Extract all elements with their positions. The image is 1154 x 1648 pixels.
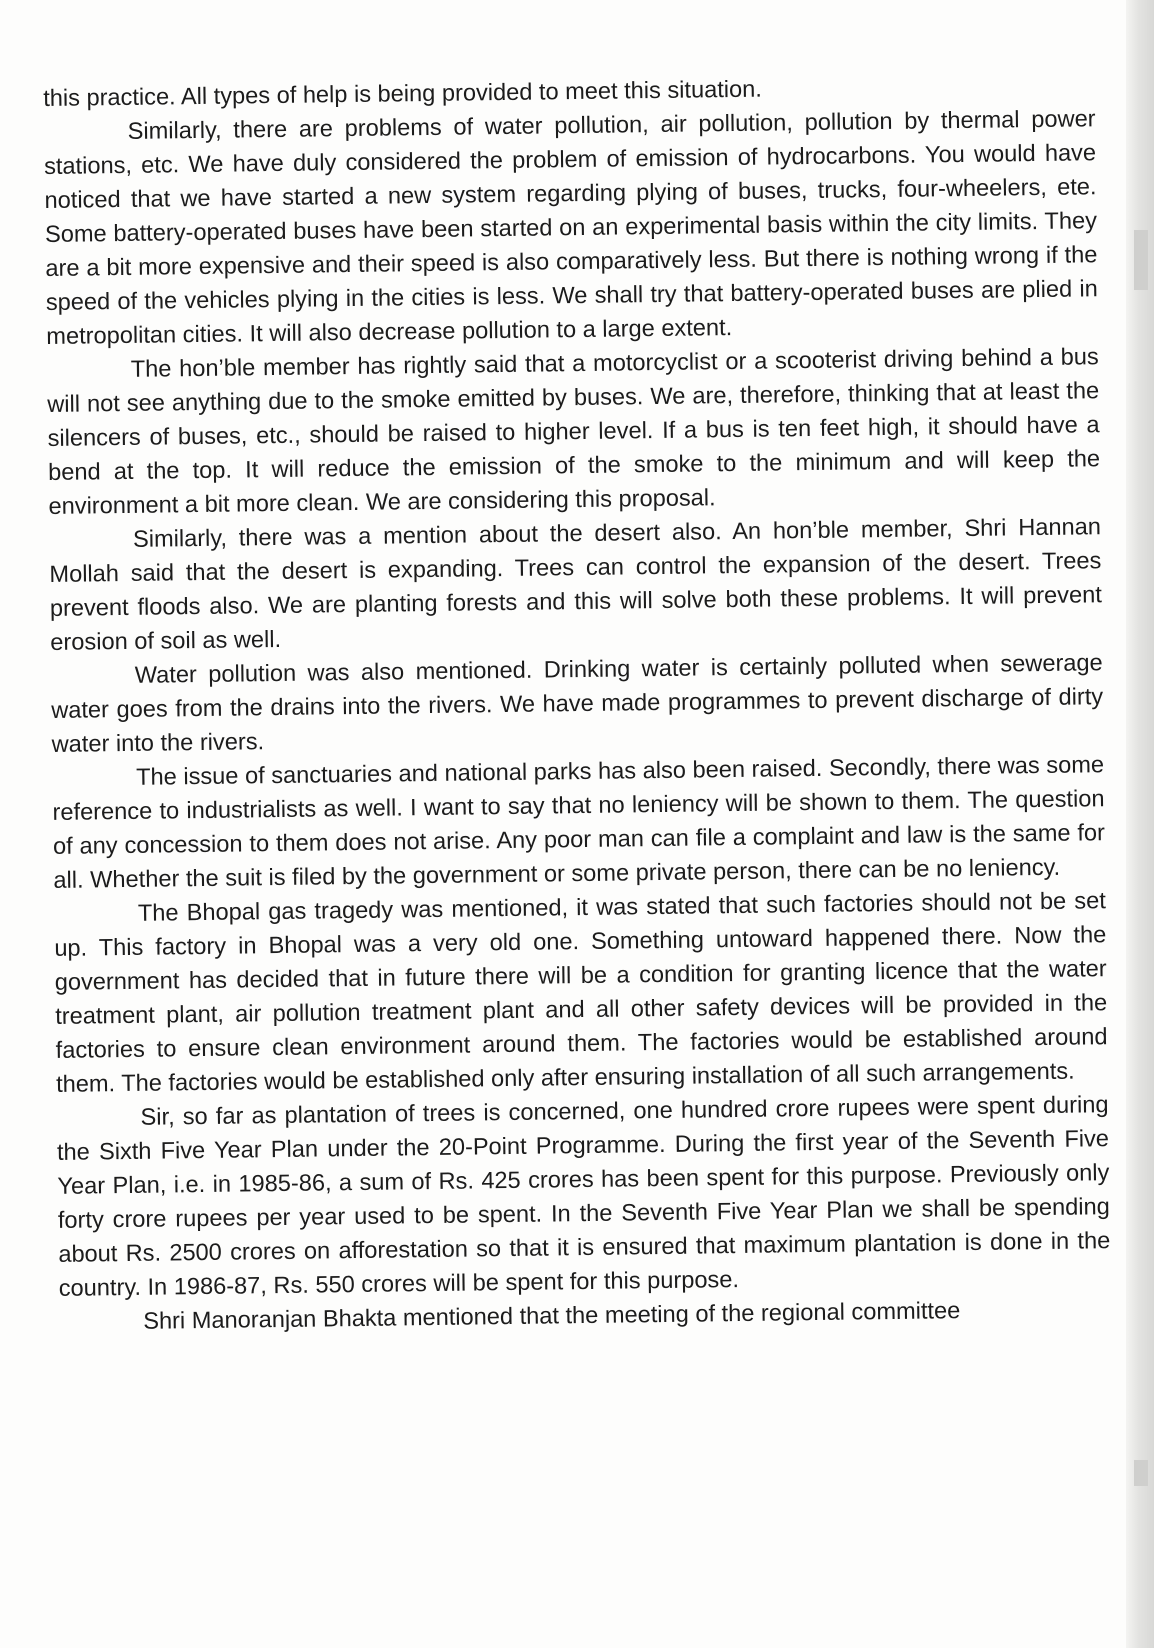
paragraph: The Bhopal gas tragedy was mentioned, it was stated that such factories should not be set up. This factory in Bhopal was a very old one. Something untoward happened there. Now the government has decided that in future there will be a condition for granting licence that the water treatment plant, air pollution treatment plant and all other safety devices will be provided in the factories to ensure clean environment around them. The factories would be established around them. The factories would be established only after ensuring installation of all such arrangements. — [54, 888, 1108, 1098]
paragraph: Similarly, there was a mention about the desert also. An hon’ble member, Shri Hannan Mollah said that the desert is expanding. Trees can control the expansion of the desert. Trees prevent floods also. We are planting forests and this will solve both these problems. It will prevent erosion of soil as well. — [49, 514, 1102, 656]
paragraph: The hon’ble member has rightly said that a motorcyclist or a scooterist driving behind a bus will not see anything due to the smoke emitted by buses. We are, therefore, thinking that at least the silencers of buses, etc., should be raised to higher level. If a bus is ten feet high, it should have a bend at the top. It will reduce the emission of the smoke to the minimum and will keep the environment a bit more clean. We are considering this proposal. — [47, 344, 1101, 520]
paragraph: Sir, so far as plantation of trees is concerned, one hundred crore rupees were spent during the Sixth Five Year Plan under the 20-Point Programme. During the first year of the Seventh Five Year Plan, i.e. in 1985-86, a sum of Rs. 425 crores has been spent for this purpose. Previously only forty crore rupees per year used to be spent. In the Seventh Five Year Plan we shall be spending about Rs. 2500 crores on afforestation so that it is ensured that maximum plantation is done in the country. In 1986-87, Rs. 550 crores will be spent for this purpose. — [56, 1092, 1111, 1302]
paragraph: Shri Manoranjan Bhakta mentioned that the meeting of the regional committee — [143, 1298, 961, 1335]
paragraph: this practice. All types of help is being provided to meet this situation. — [43, 76, 763, 112]
scan-edge-mark — [1134, 230, 1148, 290]
scan-edge-shadow — [1126, 0, 1154, 1648]
scan-edge-mark — [1134, 1460, 1148, 1486]
paragraph: The issue of sanctuaries and national parks has also been raised. Secondly, there was some reference to industrialists as well. I want to say that no leniency will be shown to them. The question of any concession to them does not arise. Any poor man can file a complaint and law is the same for all. Whether the suit is filed by the government or some private person, there can be no leniency. — [52, 752, 1106, 894]
paragraph: Water pollution was also mentioned. Drinking water is certainly polluted when sewerage water goes from the drains into the rivers. We have made programmes to prevent discharge of dirty water into the rivers. — [51, 650, 1104, 758]
paragraph: Similarly, there are problems of water pollution, air pollution, pollution by thermal power stations, etc. We have duly considered the problem of emission of hydrocarbons. You would have noticed that we have started a new system regarding plying of buses, trucks, four-wheelers, ete. Some battery-operated buses have been started on an experimental basis within the city limits. They are a bit more expensive and their speed is also comparatively less. But there is nothing wrong if the speed of the vehicles plying in the cities is less. We shall try that battery-operated buses are plied in metropolitan cities. It will also decrease pollution to a large extent. — [43, 106, 1098, 350]
document-body — [43, 68, 1111, 1340]
